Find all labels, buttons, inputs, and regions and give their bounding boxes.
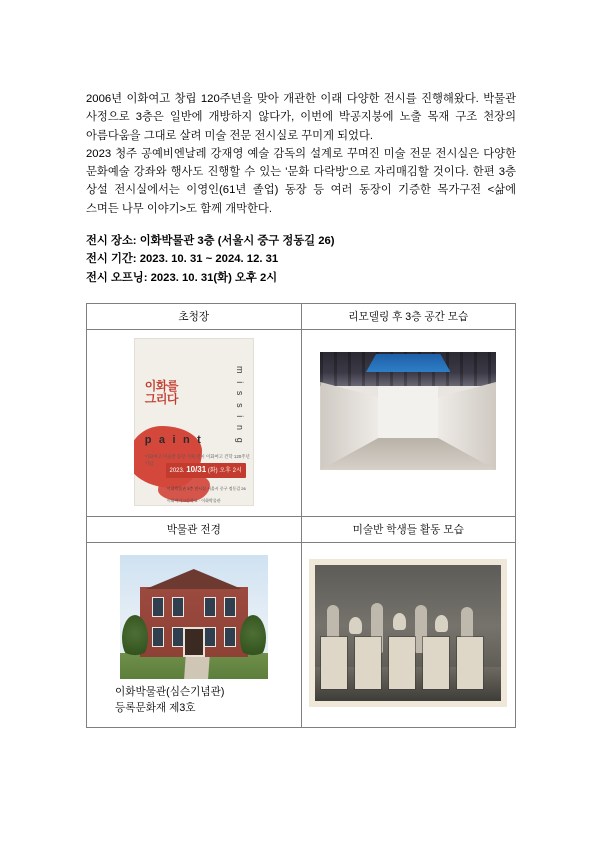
cell-art-club (301, 516, 516, 727)
info-period: 전시 기간: 2023. 10. 31 ~ 2024. 12. 31 (86, 253, 279, 266)
caption-remodeled: 리모델링 후 3층 공간 모습 (348, 310, 469, 323)
gallery-back-wall (378, 386, 438, 442)
poster-small-lines: 이화여고 미술반 동장 기획 전시 이화여고 건학 120주년 기념 (144, 453, 250, 466)
invitation-poster (134, 338, 254, 506)
poster-date-time: (화) 오후 2시 (207, 468, 242, 475)
info-opening: 전시 오프닝: 2023. 10. 31(화) 오후 2시 (86, 271, 278, 284)
poster-vertical-en: m i s s i n g (234, 365, 245, 446)
paragraph-2: 2023 청주 공예비엔날레 강재영 예술 감독의 설계로 꾸며진 미술 전문 전시실은 다양한 문화예술 강좌와 행사도 진행할 수 있는 '문화 다락방'으로 자리매김할 것이다. 한편 3층 상설 전시실에서는 이영인(61년 졸업) 동장 등 여러 동장이 기증한 목가구전 <삶에 스며든 나무 이야기>도 함께 개막한다. (86, 147, 516, 215)
art-club-students-photo (309, 559, 507, 707)
remodeled-image-wrap (302, 329, 516, 480)
classphoto-easel (457, 637, 483, 689)
museum-roof (134, 569, 254, 589)
info-location: 전시 장소: 이화박물관 3층 (서울시 중구 정동길 26) (86, 235, 335, 248)
classphoto-easel (321, 637, 347, 689)
classphoto-easel (423, 637, 449, 689)
poster-title (145, 380, 178, 407)
classphoto-bust (349, 617, 362, 634)
poster-title-line1: 이화를 (144, 378, 179, 393)
exhibition-info (86, 232, 516, 287)
cell-museum (87, 516, 302, 727)
museum-sub-caption-line1: 이화박물관(심슨기념관) (115, 685, 225, 698)
poster-date-day: 10/31 (186, 465, 207, 475)
museum-window (204, 627, 216, 647)
poster-logos: 이화여자고등학교 · 이화박물관 (166, 497, 221, 503)
table-row (87, 516, 516, 727)
caption-art-club: 미술반 학생들 활동 모습 (352, 523, 464, 536)
invitation-image-wrap (87, 329, 301, 516)
museum-sub-caption (91, 685, 297, 717)
gallery-skylight (366, 354, 450, 372)
caption-invitation: 초청장 (178, 310, 210, 323)
image-table (86, 303, 516, 728)
classphoto-bust (393, 613, 406, 630)
remodeled-third-floor-photo (320, 352, 496, 470)
museum-tree (240, 615, 266, 661)
table-row (87, 303, 516, 516)
museum-window (204, 597, 216, 617)
cell-remodeled (301, 303, 516, 516)
museum-window (224, 597, 236, 617)
museum-image-wrap (87, 542, 301, 727)
classphoto-easel (389, 637, 415, 689)
caption-museum: 박물관 전경 (166, 523, 221, 536)
museum-door (183, 627, 205, 657)
classphoto-bust (435, 615, 448, 632)
classphoto-easel (355, 637, 381, 689)
museum-window (152, 597, 164, 617)
museum-tree (122, 615, 148, 661)
museum-window (172, 597, 184, 617)
cell-invitation (87, 303, 302, 516)
poster-footer-lines: 이화박물관 3층 전시실 서울시 중구 정동길 26 (166, 486, 246, 492)
art-club-image-wrap (302, 542, 516, 717)
poster-subtitle-en: p a i n t (144, 433, 204, 446)
poster-title-line2: 그리다 (144, 392, 179, 407)
museum-window (224, 627, 236, 647)
museum-sub-caption-line2: 등록문화재 제3호 (115, 701, 196, 714)
museum-exterior-photo (120, 555, 268, 679)
poster-date-year: 2023. (169, 468, 185, 475)
document-content (86, 90, 516, 728)
poster-date-badge (166, 463, 246, 478)
paragraph-1: 2006년 이화여고 창립 120주년을 맞아 개관한 이래 다양한 전시를 진행해왔다. 박물관 사정으로 3층은 일반에 개방하지 않다가, 이번에 박공지붕에 노출 목재 구조 천장의 아름다움을 그대로 살려 미술 전문 전시실로 꾸미게 되었다. (86, 93, 516, 142)
body-text (86, 90, 516, 218)
museum-window (152, 627, 164, 647)
